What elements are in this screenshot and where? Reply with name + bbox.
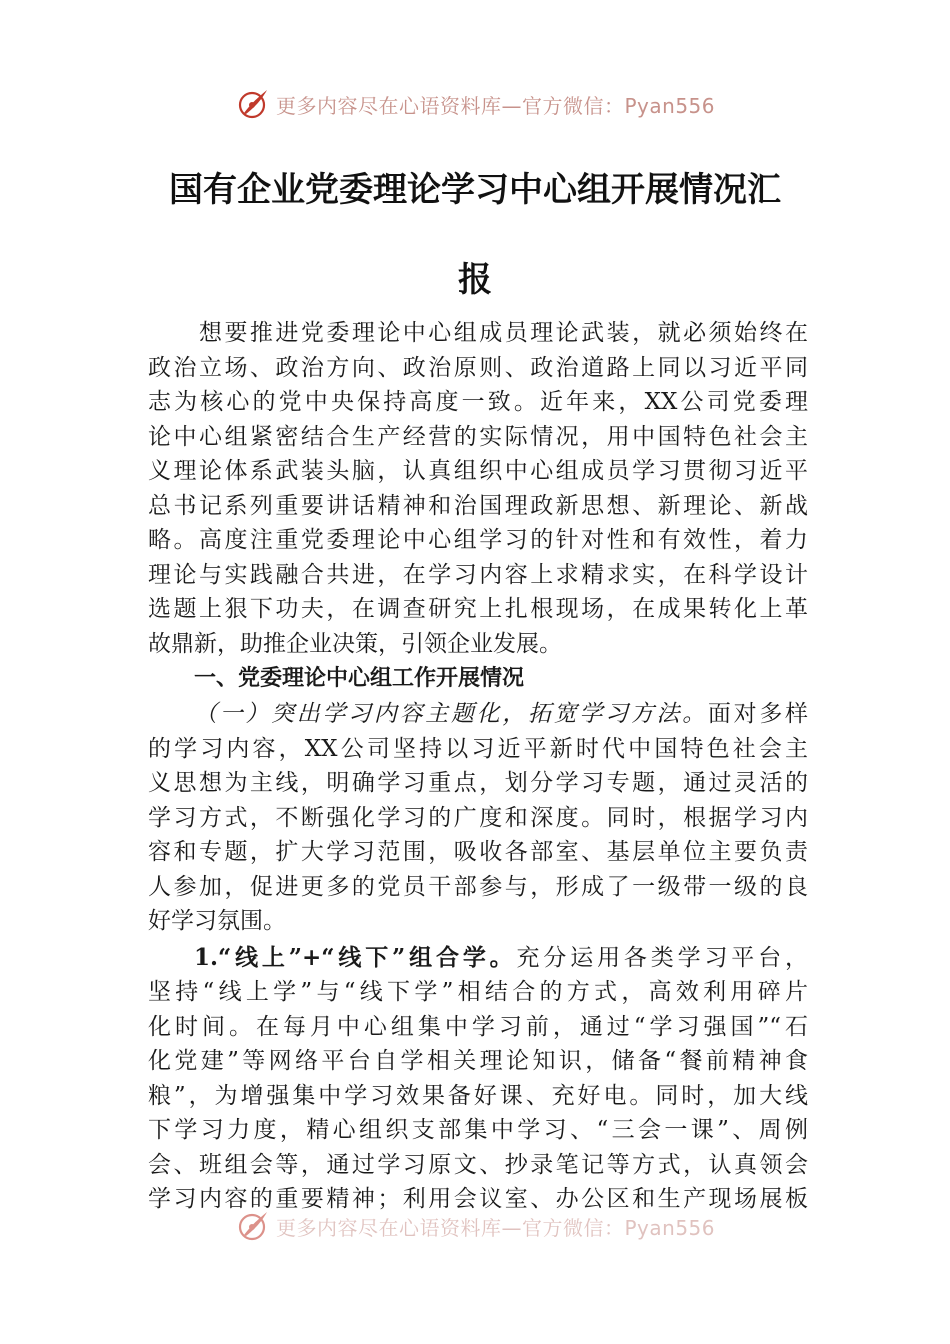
text-line: 化党建”等网络平台自学相关理论知识，储备“餐前精神食 (148, 1048, 808, 1074)
quill-logo-icon (236, 1209, 270, 1243)
text-line: 好学习氛围。 (148, 908, 286, 934)
text-line: 化时间。在每月中心组集中学习前，通过“学习强国”“石 (148, 1013, 808, 1040)
text-line: 人参加，促进更多的党员干部参与，形成了一级带一级的良 (148, 873, 808, 900)
lead-rest: 面对多样 (707, 701, 808, 727)
text-line: 的学习内容，XX公司坚持以习近平新时代中国特色社会主 (148, 735, 808, 762)
text-line: 想要推进党委理论中心组成员理论武装，就必须始终在 (148, 320, 808, 346)
text-line: 总书记系列重要讲话精神和治国理政新思想、新理论、新战 (148, 492, 808, 519)
text-line: 学习内容的重要精神；利用会议室、办公区和生产现场展板 (148, 1186, 808, 1212)
text-line: 选题上狠下功夫，在调查研究上扎根现场，在成果转化上革 (148, 596, 808, 622)
paragraph-intro (148, 316, 808, 661)
text-line: 略。高度注重党委理论中心组学习的针对性和有效性，着力 (148, 527, 808, 553)
watermark-text: 更多内容尽在心语资料库—官方微信：Pyan556 (276, 93, 716, 118)
text-line: 理论与实践融合共进，在学习内容上求精求实，在科学设计 (148, 561, 808, 588)
text-line-lead (148, 697, 808, 732)
text-line: 学习方式，不断强化学习的广度和深度。同时，根据学习内 (148, 804, 808, 831)
text-line: 下学习力度，精心组织支部集中学习、“三会一课”、周例 (148, 1117, 808, 1143)
text-line: 故鼎新，助推企业决策，引领企业发展。 (148, 630, 562, 657)
body-text (148, 316, 808, 1217)
watermark-footer (236, 1206, 715, 1246)
text-line: 义理论体系武装头脑，认真组织中心组成员学习贯彻习近平 (148, 458, 808, 484)
section-heading-1: 一、党委理论中心组工作开展情况 (194, 666, 525, 691)
text-line: 志为核心的党中央保持高度一致。近年来，XX公司党委理 (148, 389, 808, 415)
watermark-text: 更多内容尽在心语资料库—官方微信：Pyan556 (276, 1215, 716, 1240)
text-line: 义思想为主线，明确学习重点，划分学习专题，通过灵活的 (148, 770, 808, 796)
text-line: 政治立场、政治方向、政治原则、政治道路上同以习近平同 (148, 354, 808, 381)
text-line: 容和专题，扩大学习范围，吸收各部室、基层单位主要负责 (148, 839, 808, 865)
paragraph-section-1-1 (148, 697, 808, 939)
subheading-lead: （一）突出学习内容主题化，拓宽学习方法。 (194, 701, 708, 727)
item-lead: 1.“线上”+“线下”组合学。 (194, 943, 517, 971)
document-title-line1: 国有企业党委理论学习中心组开展情况汇 (169, 170, 781, 210)
text-line: 粮”，为增强集中学习效果备好课、充好电。同时，加大线 (148, 1082, 808, 1109)
text-line: 会、班组会等，通过学习原文、抄录笔记等方式，认真领会 (148, 1151, 808, 1178)
quill-logo-icon (236, 87, 270, 121)
text-line-lead (148, 941, 808, 976)
text-line: 论中心组紧密结合生产经营的实际情况，用中国特色社会主 (148, 423, 808, 450)
text-line: 坚持“线上学”与“线下学”相结合的方式，高效利用碎片 (148, 979, 808, 1005)
watermark-header (236, 84, 715, 124)
paragraph-item-1 (148, 941, 808, 1217)
lead-rest: 充分运用各类学习平台， (516, 944, 808, 971)
document-title-line2: 报 (458, 260, 492, 300)
